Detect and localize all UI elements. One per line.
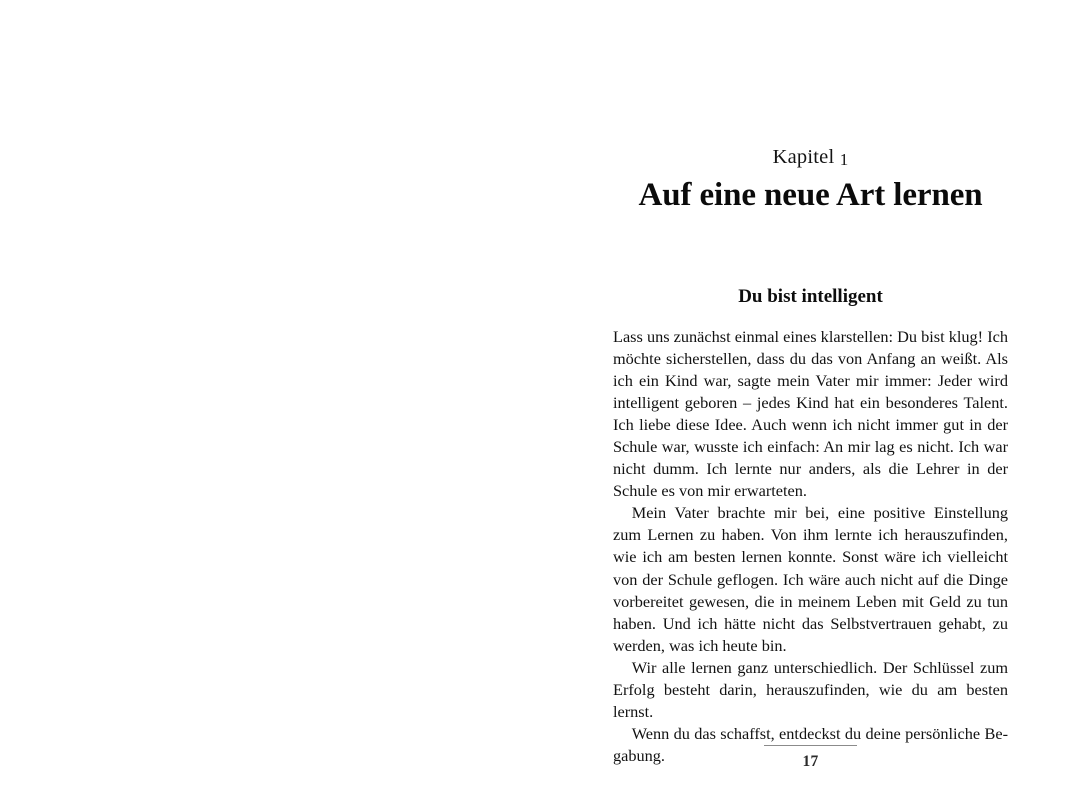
body-copy — [613, 326, 1008, 767]
paragraph: Wenn du das schaffst, entdeckst du deine persönliche Begabung. — [613, 723, 1008, 765]
chapter-label-word: Kapitel — [772, 146, 835, 168]
page-footer — [613, 745, 1008, 770]
paragraph: Wir alle lernen ganz unterschiedlich. Der Schlüssel zum Erfolg besteht darin, herauszufinden, wie du am besten lernst. — [613, 657, 1008, 721]
chapter-label — [613, 145, 1008, 170]
chapter-title: Auf eine neue Art lernen — [638, 177, 983, 213]
section-heading: Du bist intelligent — [738, 286, 883, 307]
paragraph: Lass uns zunächst einmal eines klarstellen: Du bist klug! Ich möchte sicherstellen, dass du das von Anfang an weißt. Als ich ein Kind war, sagte mein Vater mir immer: Jeder wird intelligent geboren – jedes Kind hat ein besonderes Talent. Ich liebe diese Idee. Auch wenn ich nicht immer gut in der Schule war, wusste ich einfach: An mir lag es nicht. Ich war nicht dumm. Ich lernte nur anders, als die Lehrer in der Schule es von mir erwarteten. — [613, 327, 1008, 501]
right-page — [540, 0, 1080, 808]
text-block — [613, 0, 1008, 808]
page-number: 17 — [802, 753, 819, 770]
footer-divider — [764, 745, 857, 746]
chapter-number: 1 — [839, 149, 849, 169]
paragraph: Mein Vater brachte mir bei, eine positive Einstellung zum Lernen zu haben. Von ihm lernte ich herauszufinden, wie ich am besten lernen konnte. Sonst wäre ich vielleicht von der Schule geflogen. Ich wäre auch nicht auf die Dinge vorbereitet gewesen, die in meinem Leben mit Geld zu tun haben. Und ich hätte nicht das Selbstvertrauen gehabt, zu werden, was ich heute bin. — [613, 503, 1008, 655]
